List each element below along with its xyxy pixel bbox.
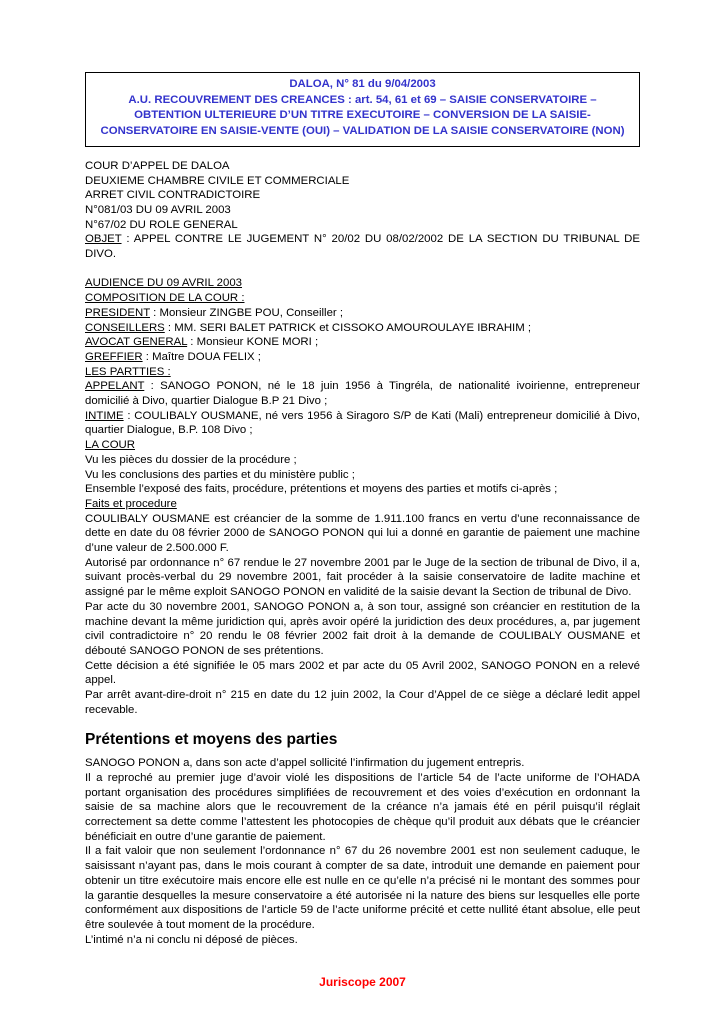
text-line (85, 497, 640, 512)
text-line (85, 276, 640, 291)
text-line (85, 218, 640, 233)
underlined-label: INTIME (85, 409, 124, 422)
text-segment: N°67/02 DU ROLE GENERAL (85, 218, 238, 231)
text-segment: : Monsieur ZINGBE POU, Conseiller ; (149, 306, 344, 319)
text-segment: L’intimé n’a ni conclu ni déposé de pièces. (85, 933, 298, 946)
case-reference: DALOA, N° 81 du 9/04/2003 (289, 78, 436, 90)
text-line (85, 350, 640, 365)
text-segment: Il a fait valoir que non seulement l’ordonnance n° 67 du 26 novembre 2001 est non seulement caduque, le saisissant n’ayant pas, dans le mois courant à compter de sa date, introduit une demande en paiement pour obtenir un titre exécutoire mais encore elle est nulle en ce qu’elle n’a précisé ni le montant des sommes pour la garantie desquelles la mesure conservatoire a été autorisée ni la nature des biens sur lesquelles elle porte conformément aux dispositions de l’article 59 de l’acte uniforme précité et cette nullité étant absolue, elle peut être soulevée à tout moment de la procédure. (85, 845, 640, 931)
underlined-label: LES PARTTIES : (85, 365, 171, 378)
text-line (85, 365, 640, 380)
text-line (85, 453, 640, 468)
text-line (85, 159, 640, 174)
text-line (85, 659, 640, 688)
underlined-label: AVOCAT GENERAL (85, 336, 188, 349)
underlined-label: APPELANT (85, 380, 145, 393)
text-line (85, 512, 640, 556)
text-line (85, 556, 640, 600)
text-line (85, 203, 640, 218)
underlined-label: GREFFIER (85, 350, 143, 363)
footer-brand: Juriscope 2007 (319, 975, 406, 990)
underlined-label: OBJET (85, 233, 122, 246)
text-segment: Cette décision a été signifiée le 05 mars 2002 et par acte du 05 Avril 2002, SANOGO PONON en a relevé appel. (85, 659, 640, 687)
text-line (85, 188, 640, 203)
text-segment: Ensemble l’exposé des faits, procédure, prétentions et moyens des parties et motifs ci-après ; (85, 483, 558, 496)
text-segment: Par arrêt avant-dire-droit n° 215 en date du 12 juin 2002, la Cour d’Appel de ce siège a déclaré ledit appel recevable. (85, 689, 640, 716)
document-body (85, 159, 640, 948)
text-line (85, 468, 640, 483)
text-segment: : APPEL CONTRE LE JUGEMENT N° 20/02 DU 08/02/2002 DE LA SECTION DU TRIBUNAL DE DIVO. (85, 233, 640, 261)
text-line (85, 688, 640, 717)
text-segment: : SANOGO PONON, né le 18 juin 1956 à Tingréla, de nationalité ivoirienne, entrepreneur domicilié à Divo, quartier Dialogue B.P 21 Divo ; (85, 380, 640, 408)
section-heading: Prétentions et moyens des parties (85, 730, 338, 748)
underlined-label: PRESIDENT (85, 306, 150, 319)
text-line (85, 232, 640, 261)
text-line (85, 771, 640, 845)
text-line (85, 379, 640, 408)
text-segment: Vu les pièces du dossier de la procédure ; (85, 453, 297, 466)
text-segment: SANOGO PONON a, dans son acte d’appel sollicité l’infirmation du jugement entrepris. (85, 757, 525, 770)
text-line (85, 844, 640, 932)
underlined-label: LA COUR (85, 439, 136, 452)
case-header-box (85, 72, 640, 147)
text-segment: : Monsieur KONE MORI ; (187, 336, 319, 349)
text-line (85, 174, 640, 189)
text-segment: COULIBALY OUSMANE est créancier de la somme de 1.911.100 francs en vertu d’une reconnaissance de dette en date du 08 février 2000 de SANOGO PONON qui lui a donné en garantie de paiement une machine d’une valeur de 2.500.000 F. (85, 512, 640, 555)
blank-line (85, 262, 640, 277)
text-segment: ARRET CIVIL CONTRADICTOIRE (85, 189, 261, 202)
underlined-label: Faits et procedure (85, 497, 177, 510)
text-line (85, 482, 640, 497)
text-line (85, 409, 640, 438)
text-segment: N°081/03 DU 09 AVRIL 2003 (85, 203, 231, 216)
text-line (85, 933, 640, 948)
text-line (85, 335, 640, 350)
text-segment: : COULIBALY OUSMANE, né vers 1956 à Siragoro S/P de Kati (Mali) entrepreneur domicilié à Divo, quartier Dialogue, B.P. 108 Divo ; (85, 409, 640, 437)
text-segment: : MM. SERI BALET PATRICK et CISSOKO AMOUROULAYE IBRAHIM ; (164, 321, 532, 334)
text-line (85, 291, 640, 306)
text-segment: : Maître DOUA FELIX ; (142, 350, 261, 363)
case-keywords: A.U. RECOUVREMENT DES CREANCES : art. 54, 61 et 69 – SAISIE CONSERVATOIRE – OBTENTION ULTERIEURE D’UN TITRE EXECUTOIRE – CONVERSION DE LA SAISIE-CONSERVATOIRE EN SAISIE-VENTE (OUI) – VALIDATION DE LA SAISIE CONSERVATOIRE (NON) (100, 94, 625, 137)
text-line (85, 306, 640, 321)
text-segment: Vu les conclusions des parties et du ministère public ; (85, 468, 355, 481)
text-segment: Par acte du 30 novembre 2001, SANOGO PONON a, à son tour, assigné son créancier en restitution de la machine devant la même juridiction qui, après avoir opéré la juridiction des deux procédures, a, par jugement civil contradictoire n° 20 rendu le 08 février 2002 fait droit à la demande de COULIBALY OUSMANE et débouté SANOGO PONON de ses prétentions. (85, 600, 640, 657)
text-line (85, 600, 640, 659)
text-segment: Il a reproché au premier juge d’avoir violé les dispositions de l’article 54 de l’acte uniforme de l’OHADA portant organisation des procédures simplifiées de recouvrement et des voies d’exécution en ordonnant la saisie de sa machine alors que le recouvrement de la créance n’a jamais été en péril puisqu’il réglait correctement sa dette comme l’attestent les photocopies de chèque qu’il produit aux débats que le créancier bénéficiait en outre d’une garantie de paiement. (85, 771, 640, 843)
underlined-label: COMPOSITION DE LA COUR : (85, 292, 245, 305)
text-segment: Autorisé par ordonnance n° 67 rendue le 27 novembre 2001 par le Juge de la section de tribunal de Divo, il a, suivant procès-verbal du 29 novembre 2001, fait procéder à la saisie conservatoire de ladite machine et assigné par le même exploit SANOGO PONON en validité de la saisie devant la Section de tribunal de Divo. (85, 556, 640, 599)
underlined-label: CONSEILLERS (85, 321, 165, 334)
text-segment: COUR D’APPEL DE DALOA (85, 159, 230, 172)
underlined-label: AUDIENCE DU 09 AVRIL 2003 (85, 277, 243, 290)
text-line (85, 321, 640, 336)
text-segment: DEUXIEME CHAMBRE CIVILE ET COMMERCIALE (85, 174, 350, 187)
text-line (85, 438, 640, 453)
text-line (85, 756, 640, 771)
